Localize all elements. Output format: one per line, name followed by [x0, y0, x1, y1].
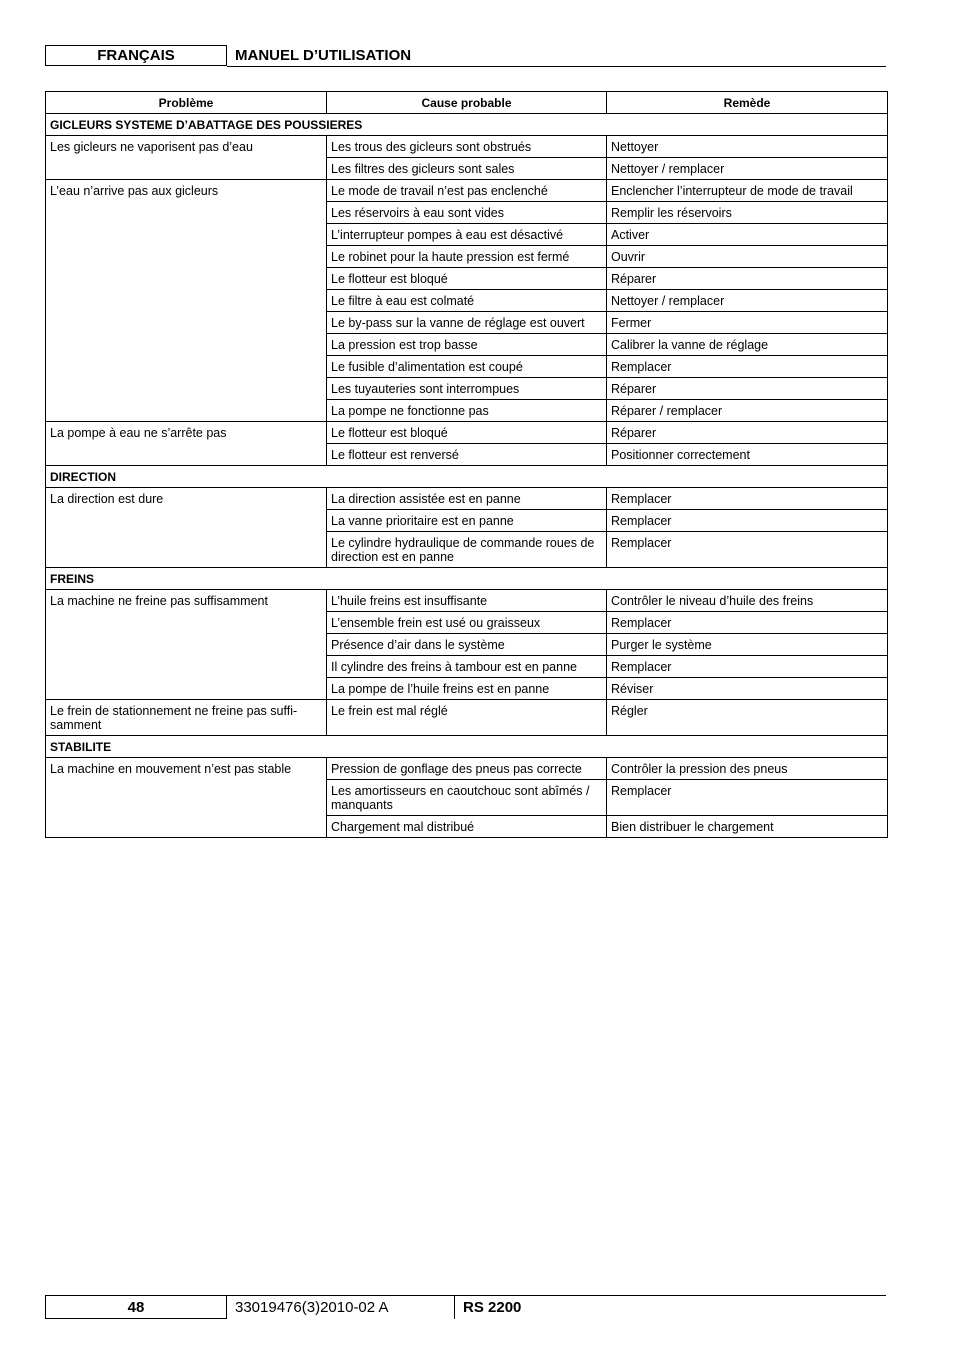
remedy-cell: Enclencher l’interrupteur de mode de travail	[607, 180, 888, 202]
problem-cell: Les gicleurs ne vaporisent pas d’eau	[46, 136, 327, 180]
section-title: DIRECTION	[46, 466, 888, 488]
problem-cell: L’eau n’arrive pas aux gicleurs	[46, 180, 327, 422]
cause-cell: Le cylindre hydraulique de commande roues de direction est en panne	[327, 532, 607, 568]
remedy-cell: Réparer	[607, 378, 888, 400]
remedy-cell: Remplacer	[607, 488, 888, 510]
remedy-cell: Positionner correctement	[607, 444, 888, 466]
cause-cell: La pompe ne fonctionne pas	[327, 400, 607, 422]
remedy-cell: Remplacer	[607, 356, 888, 378]
section-title: FREINS	[46, 568, 888, 590]
remedy-cell: Remplacer	[607, 532, 888, 568]
remedy-cell: Nettoyer / remplacer	[607, 158, 888, 180]
remedy-cell: Remplacer	[607, 656, 888, 678]
cause-cell: Chargement mal distribué	[327, 816, 607, 838]
problem-cell: Le frein de stationnement ne freine pas suffi-samment	[46, 700, 327, 736]
remedy-cell: Remplir les réservoirs	[607, 202, 888, 224]
table-body	[46, 114, 888, 838]
cause-cell: Il cylindre des freins à tambour est en panne	[327, 656, 607, 678]
problem-cell: La machine en mouvement n’est pas stable	[46, 758, 327, 838]
problem-cell: La pompe à eau ne s’arrête pas	[46, 422, 327, 466]
remedy-cell: Purger le système	[607, 634, 888, 656]
table-row	[46, 758, 888, 780]
remedy-cell: Régler	[607, 700, 888, 736]
cause-cell: L’ensemble frein est usé ou graisseux	[327, 612, 607, 634]
cause-cell: Les amortisseurs en caoutchouc sont abîmés / manquants	[327, 780, 607, 816]
table-row	[46, 422, 888, 444]
remedy-cell: Contrôler la pression des pneus	[607, 758, 888, 780]
remedy-cell: Réparer	[607, 268, 888, 290]
document-code: 33019476(3)2010-02 A	[235, 1298, 389, 1316]
cause-cell: La direction assistée est en panne	[327, 488, 607, 510]
page-number: 48	[45, 1295, 227, 1319]
cause-cell: Le flotteur est bloqué	[327, 422, 607, 444]
cause-cell: La pompe de l’huile freins est en panne	[327, 678, 607, 700]
footer-separator	[454, 1295, 455, 1319]
remedy-cell: Réparer	[607, 422, 888, 444]
cause-cell: Présence d’air dans le système	[327, 634, 607, 656]
section-row	[46, 568, 888, 590]
problem-cell: La machine ne freine pas suffisamment	[46, 590, 327, 700]
section-title: STABILITE	[46, 736, 888, 758]
cause-cell: Le by-pass sur la vanne de réglage est ouvert	[327, 312, 607, 334]
table-header-row	[46, 92, 888, 114]
cause-cell: Le fusible d’alimentation est coupé	[327, 356, 607, 378]
section-row	[46, 114, 888, 136]
section-row	[46, 466, 888, 488]
table-row	[46, 136, 888, 158]
remedy-cell: Calibrer la vanne de réglage	[607, 334, 888, 356]
remedy-cell: Réparer / remplacer	[607, 400, 888, 422]
column-header-remedy: Remède	[607, 92, 888, 114]
header-rule	[227, 66, 886, 67]
cause-cell: L’interrupteur pompes à eau est désactivé	[327, 224, 607, 246]
table-row	[46, 590, 888, 612]
remedy-cell: Contrôler le niveau d’huile des freins	[607, 590, 888, 612]
table-row	[46, 488, 888, 510]
column-header-problem: Problème	[46, 92, 327, 114]
remedy-cell: Ouvrir	[607, 246, 888, 268]
cause-cell: Pression de gonflage des pneus pas correcte	[327, 758, 607, 780]
cause-cell: Le filtre à eau est colmaté	[327, 290, 607, 312]
column-header-cause: Cause probable	[327, 92, 607, 114]
section-title: GICLEURS SYSTEME D’ABATTAGE DES POUSSIERES	[46, 114, 888, 136]
remedy-cell: Nettoyer	[607, 136, 888, 158]
table-row	[46, 700, 888, 736]
cause-cell: La vanne prioritaire est en panne	[327, 510, 607, 532]
cause-cell: La pression est trop basse	[327, 334, 607, 356]
remedy-cell: Activer	[607, 224, 888, 246]
problem-cell: La direction est dure	[46, 488, 327, 568]
cause-cell: Le frein est mal réglé	[327, 700, 607, 736]
cause-cell: Le flotteur est bloqué	[327, 268, 607, 290]
remedy-cell: Fermer	[607, 312, 888, 334]
troubleshooting-table	[45, 91, 888, 838]
cause-cell: Les réservoirs à eau sont vides	[327, 202, 607, 224]
cause-cell: Le flotteur est renversé	[327, 444, 607, 466]
page-header	[45, 45, 886, 67]
table-row	[46, 180, 888, 202]
page-footer	[45, 1295, 886, 1319]
remedy-cell: Remplacer	[607, 612, 888, 634]
cause-cell: Les tuyauteries sont interrompues	[327, 378, 607, 400]
remedy-cell: Réviser	[607, 678, 888, 700]
cause-cell: L’huile freins est insuffisante	[327, 590, 607, 612]
section-row	[46, 736, 888, 758]
model-name: RS 2200	[463, 1298, 522, 1316]
header-title: MANUEL D’UTILISATION	[235, 47, 412, 64]
cause-cell: Les trous des gicleurs sont obstrués	[327, 136, 607, 158]
header-language: FRANÇAIS	[45, 45, 227, 66]
remedy-cell: Remplacer	[607, 780, 888, 816]
remedy-cell: Bien distribuer le chargement	[607, 816, 888, 838]
cause-cell: Les filtres des gicleurs sont sales	[327, 158, 607, 180]
cause-cell: Le mode de travail n’est pas enclenché	[327, 180, 607, 202]
remedy-cell: Nettoyer / remplacer	[607, 290, 888, 312]
cause-cell: Le robinet pour la haute pression est fermé	[327, 246, 607, 268]
remedy-cell: Remplacer	[607, 510, 888, 532]
